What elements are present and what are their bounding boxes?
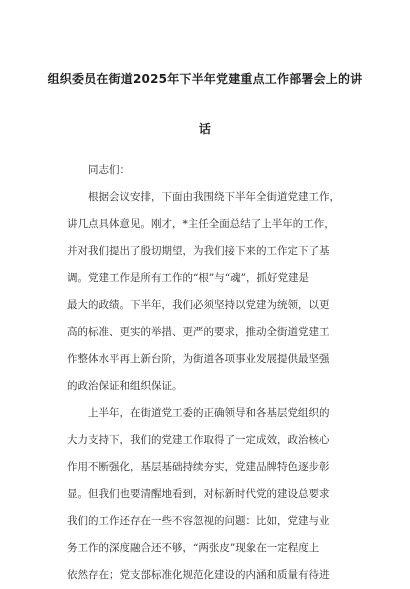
- paragraph-line: 我们的工作还存在一些不容忽视的问题：比如，党建与业: [67, 515, 330, 527]
- paragraph-line: 显。但我们也要清醒地看到，对标新时代党的建设总要求: [67, 488, 330, 500]
- paragraph-line: 根据会议安排，下面由我围绕下半年全街道党建工作，: [88, 191, 340, 203]
- salutation: 同志们：: [88, 164, 130, 176]
- paragraph-line: 的政治保证和组织保证。: [67, 380, 183, 392]
- paragraph-2: [67, 400, 347, 589]
- paragraph-line: 并对我们提出了殷切期望，为我们接下来的工作定下了基: [67, 245, 330, 257]
- paragraph-line: 作用不断强化，基层基础持续夯实，党建品牌特色逐步彰: [67, 461, 330, 473]
- document-title-line-2: 话: [198, 122, 212, 136]
- paragraph-line: 高的标准、更实的举措、更严的要求，推动全街道党建工: [67, 326, 330, 338]
- paragraph-line: 务工作的深度融合还不够，“两张皮”现象在一定程度上: [67, 542, 320, 554]
- paragraph-line: 大力支持下，我们的党建工作取得了一定成效，政治核心: [67, 434, 330, 446]
- paragraph-line: 上半年，在街道党工委的正确领导和各基层党组织的: [88, 407, 330, 419]
- document-body: [67, 157, 347, 589]
- paragraph-line: 最大的政绩。下半年，我们必须坚持以党建为统领，以更: [67, 299, 330, 311]
- paragraph-line: 依然存在；党支部标准化规范化建设的内涵和质量有待进: [67, 569, 330, 581]
- document-title-line-1: 组织委员在街道2025年下半年党建重点工作部署会上的讲: [47, 72, 363, 86]
- paragraph-line: 调。党建工作是所有工作的“根”与“魂”，抓好党建是: [67, 272, 309, 284]
- paragraph-line: 作整体水平再上新台阶，为街道各项事业发展提供最坚强: [67, 353, 330, 365]
- paragraph-line: 讲几点具体意见。刚才，*主任全面总结了上半年的工作，: [67, 218, 335, 230]
- paragraph-1: [67, 184, 347, 400]
